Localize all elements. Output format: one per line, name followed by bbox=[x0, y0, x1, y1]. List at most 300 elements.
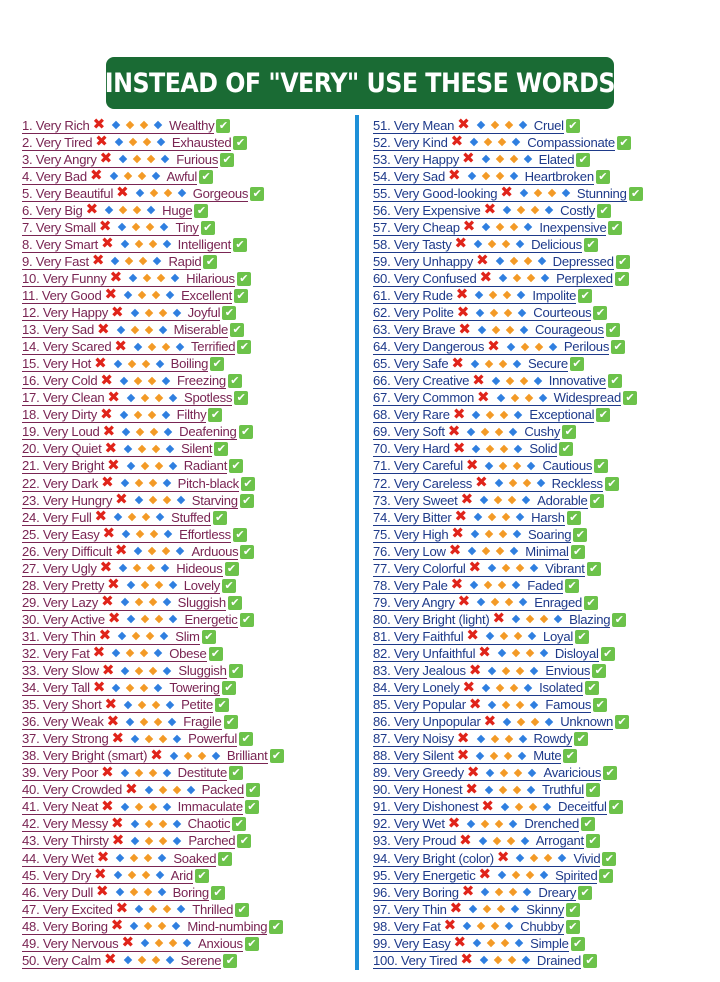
list-item bbox=[22, 645, 347, 662]
replacement-word: Courageous bbox=[534, 322, 604, 338]
replacement-word: Immaculate bbox=[177, 799, 243, 815]
diamond-icon bbox=[510, 223, 518, 231]
very-phrase: 2. Very Tired bbox=[22, 134, 93, 150]
diamond-icon bbox=[140, 683, 148, 691]
list-item bbox=[22, 287, 347, 304]
word-entry bbox=[373, 936, 569, 952]
very-phrase: 62. Very Polite bbox=[373, 305, 454, 321]
diamond-icon bbox=[155, 871, 163, 879]
replacement-word: Wealthy bbox=[169, 117, 215, 133]
diamond-icon bbox=[133, 190, 189, 196]
list-item bbox=[22, 219, 347, 236]
diamond-icon bbox=[137, 172, 145, 180]
diamond-icon bbox=[516, 666, 524, 674]
diamond-icon bbox=[127, 394, 135, 402]
word-entry bbox=[22, 765, 227, 781]
list-item bbox=[373, 731, 716, 748]
replacement-word: Courteous bbox=[533, 305, 592, 321]
check-mark-icon: ✔ bbox=[233, 136, 247, 150]
very-phrase: 31. Very Thin bbox=[22, 628, 96, 644]
diamond-icon bbox=[114, 327, 170, 333]
check-mark-icon: ✔ bbox=[586, 783, 600, 797]
diamond-icon bbox=[141, 939, 149, 947]
very-phrase: 85. Very Popular bbox=[373, 697, 466, 713]
diamond-icon bbox=[150, 428, 158, 436]
check-mark-icon: ✔ bbox=[234, 289, 248, 303]
diamond-icon bbox=[472, 445, 480, 453]
diamond-icon bbox=[496, 394, 504, 402]
word-entry bbox=[22, 237, 231, 253]
list-item bbox=[22, 697, 347, 714]
check-mark-icon: ✔ bbox=[239, 425, 253, 439]
diamond-icon bbox=[144, 325, 152, 333]
very-phrase: 25. Very Easy bbox=[22, 526, 100, 542]
diamond-icon bbox=[127, 871, 135, 879]
diamond-icon bbox=[162, 479, 170, 487]
cross-mark-icon: ✖ bbox=[100, 405, 113, 423]
diamond-icon bbox=[162, 547, 170, 555]
diamond-icon bbox=[152, 700, 160, 708]
very-phrase: 18. Very Dirty bbox=[22, 407, 98, 423]
diamond-icon bbox=[139, 257, 147, 265]
replacement-word: Mind-numbing bbox=[187, 918, 268, 934]
diamond-icon bbox=[119, 411, 127, 419]
diamond-icon bbox=[128, 838, 184, 844]
diamond-icon bbox=[162, 240, 170, 248]
diamond-icon bbox=[495, 820, 503, 828]
replacement-word: Miserable bbox=[173, 322, 229, 338]
diamond-icon bbox=[120, 376, 128, 384]
diamond-icon bbox=[118, 770, 174, 776]
diamond-icon bbox=[496, 547, 504, 555]
diamond-icon bbox=[126, 581, 134, 589]
diamond-icon bbox=[126, 717, 134, 725]
list-item bbox=[22, 611, 347, 628]
check-mark-icon: ✔ bbox=[583, 954, 597, 968]
cross-mark-icon: ✖ bbox=[106, 712, 120, 730]
diamond-icon bbox=[146, 223, 154, 231]
check-mark-icon: ✔ bbox=[225, 562, 239, 576]
list-item bbox=[22, 322, 347, 339]
check-mark-icon: ✔ bbox=[575, 630, 589, 644]
word-entry bbox=[22, 373, 226, 389]
diamond-icon bbox=[154, 462, 162, 470]
check-mark-icon: ✔ bbox=[245, 800, 259, 814]
diamond-icon bbox=[471, 530, 479, 538]
word-entry bbox=[373, 629, 573, 645]
diamond-icon bbox=[115, 888, 123, 896]
very-phrase: 43. Very Thirsty bbox=[22, 833, 109, 849]
word-entry bbox=[22, 902, 233, 918]
diamond-icon bbox=[147, 155, 155, 163]
diamond-icon bbox=[151, 956, 159, 964]
diamond-icon bbox=[513, 855, 569, 861]
diamond-icon bbox=[150, 530, 158, 538]
check-mark-icon: ✔ bbox=[230, 323, 244, 337]
diamond-icon bbox=[491, 598, 499, 606]
diamond-icon bbox=[513, 359, 521, 367]
diamond-icon bbox=[500, 769, 508, 777]
check-mark-icon: ✔ bbox=[240, 613, 254, 627]
check-mark-icon: ✔ bbox=[565, 579, 579, 593]
diamond-icon bbox=[496, 683, 504, 691]
list-item bbox=[22, 185, 347, 202]
diamond-icon bbox=[145, 734, 153, 742]
cross-mark-icon: ✖ bbox=[450, 133, 464, 151]
replacement-word: Solid bbox=[529, 441, 558, 457]
word-entry bbox=[22, 118, 214, 134]
check-mark-icon: ✔ bbox=[232, 817, 246, 831]
cross-mark-icon: ✖ bbox=[101, 593, 114, 611]
cross-mark-icon: ✖ bbox=[102, 422, 116, 440]
list-item bbox=[22, 305, 347, 322]
diamond-icon bbox=[513, 786, 521, 794]
check-mark-icon: ✔ bbox=[250, 187, 264, 201]
very-phrase: 58. Very Tasty bbox=[373, 236, 452, 252]
diamond-icon bbox=[133, 206, 141, 214]
diamond-icon bbox=[540, 871, 548, 879]
cross-mark-icon: ✖ bbox=[101, 235, 114, 253]
list-item bbox=[373, 253, 716, 270]
diamond-icon bbox=[509, 155, 517, 163]
diamond-icon bbox=[513, 274, 521, 282]
diamond-icon bbox=[491, 121, 499, 129]
replacement-word: Energetic bbox=[184, 611, 238, 627]
diamond-icon bbox=[152, 445, 160, 453]
replacement-word: Brilliant bbox=[226, 748, 268, 764]
diamond-icon bbox=[502, 700, 510, 708]
diamond-icon bbox=[148, 240, 156, 248]
replacement-word: Disloyal bbox=[554, 645, 599, 661]
diamond-icon bbox=[481, 172, 489, 180]
cross-mark-icon: ✖ bbox=[99, 150, 113, 168]
cross-mark-icon: ✖ bbox=[111, 729, 125, 747]
cross-mark-icon: ✖ bbox=[443, 917, 457, 935]
replacement-word: Cushy bbox=[524, 424, 561, 440]
list-item bbox=[22, 236, 347, 253]
list-item bbox=[373, 884, 716, 901]
diamond-icon bbox=[112, 683, 120, 691]
diamond-icon bbox=[508, 479, 516, 487]
diamond-icon bbox=[120, 598, 128, 606]
diamond-icon bbox=[522, 496, 530, 504]
list-item bbox=[22, 918, 347, 935]
word-entry bbox=[373, 851, 600, 867]
list-item bbox=[22, 373, 347, 390]
very-phrase: 72. Very Careless bbox=[373, 475, 473, 491]
very-phrase: 83. Very Jealous bbox=[373, 663, 466, 679]
very-phrase: 30. Very Active bbox=[22, 611, 105, 627]
check-mark-icon: ✔ bbox=[223, 954, 237, 968]
diamond-icon bbox=[516, 513, 524, 521]
replacement-word: Innovative bbox=[548, 373, 606, 389]
very-phrase: 42. Very Messy bbox=[22, 816, 109, 832]
diamond-icon bbox=[481, 155, 489, 163]
word-entry bbox=[22, 322, 228, 338]
diamond-icon bbox=[154, 581, 162, 589]
replacement-word: Effortless bbox=[179, 526, 231, 542]
replacement-word: Hilarious bbox=[186, 270, 235, 286]
replacement-word: Famous bbox=[545, 697, 592, 713]
replacement-word: Joyful bbox=[187, 305, 221, 321]
cross-mark-icon: ✖ bbox=[115, 491, 128, 509]
word-entry bbox=[22, 697, 213, 713]
diamond-icon bbox=[109, 122, 165, 128]
diamond-icon bbox=[484, 581, 492, 589]
diamond-icon bbox=[129, 138, 137, 146]
diamond-icon bbox=[132, 632, 140, 640]
diamond-icon bbox=[509, 820, 517, 828]
diamond-icon bbox=[470, 581, 478, 589]
diamond-icon bbox=[534, 189, 542, 197]
word-entry bbox=[373, 390, 621, 406]
cross-mark-icon: ✖ bbox=[478, 644, 491, 662]
replacement-word: Perilous bbox=[563, 339, 610, 355]
diamond-icon bbox=[500, 632, 508, 640]
replacement-word: Arrogant bbox=[535, 833, 584, 849]
diamond-icon bbox=[534, 376, 542, 384]
list-item bbox=[22, 594, 347, 611]
list-item bbox=[373, 645, 716, 662]
list-item bbox=[22, 339, 347, 356]
diamond-icon bbox=[133, 411, 141, 419]
diamond-icon bbox=[530, 700, 538, 708]
diamond-icon bbox=[124, 700, 132, 708]
replacement-word: Radiant bbox=[183, 458, 228, 474]
diamond-icon bbox=[158, 308, 166, 316]
word-entry bbox=[373, 697, 591, 713]
diamond-icon bbox=[131, 734, 139, 742]
cross-mark-icon: ✖ bbox=[477, 388, 490, 406]
diamond-icon bbox=[147, 564, 155, 572]
replacement-word: Spotless bbox=[183, 390, 233, 406]
diamond-icon bbox=[183, 939, 191, 947]
diamond-icon bbox=[142, 513, 150, 521]
diamond-icon bbox=[155, 615, 163, 623]
diamond-icon bbox=[516, 854, 524, 862]
check-mark-icon: ✔ bbox=[574, 732, 588, 746]
diamond-icon bbox=[499, 530, 507, 538]
check-mark-icon: ✔ bbox=[576, 153, 590, 167]
list-item bbox=[373, 748, 716, 765]
title-banner bbox=[106, 57, 614, 109]
replacement-word: Costly bbox=[560, 202, 596, 218]
check-mark-icon: ✔ bbox=[222, 681, 236, 695]
replacement-word: Freezing bbox=[176, 373, 226, 389]
diamond-icon bbox=[116, 565, 172, 571]
diamond-icon bbox=[508, 956, 516, 964]
diamond-icon bbox=[510, 683, 518, 691]
replacement-word: Packed bbox=[201, 782, 244, 798]
list-item bbox=[373, 560, 716, 577]
cross-mark-icon: ✖ bbox=[452, 439, 466, 457]
list-item bbox=[22, 441, 347, 458]
list-item bbox=[373, 236, 716, 253]
diamond-icon bbox=[113, 359, 121, 367]
diamond-icon bbox=[151, 172, 159, 180]
very-phrase: 93. Very Proud bbox=[373, 833, 457, 849]
very-phrase: 15. Very Hot bbox=[22, 356, 92, 372]
diamond-icon bbox=[482, 547, 490, 555]
diamond-icon bbox=[464, 429, 520, 435]
diamond-icon bbox=[167, 753, 223, 759]
very-phrase: 64. Very Dangerous bbox=[373, 339, 485, 355]
diamond-icon bbox=[490, 308, 498, 316]
diamond-icon bbox=[121, 702, 177, 708]
diamond-icon bbox=[476, 734, 484, 742]
list-item bbox=[22, 117, 347, 134]
diamond-icon bbox=[186, 786, 194, 794]
diamond-icon bbox=[116, 156, 172, 162]
check-mark-icon: ✔ bbox=[237, 272, 251, 286]
cross-mark-icon: ✖ bbox=[449, 900, 463, 918]
diamond-icon bbox=[484, 138, 492, 146]
diamond-icon bbox=[503, 291, 511, 299]
replacement-word: Serene bbox=[180, 952, 222, 968]
cross-mark-icon: ✖ bbox=[447, 167, 461, 185]
list-item bbox=[373, 339, 716, 356]
diamond-icon bbox=[510, 394, 518, 402]
replacement-word: Hideous bbox=[176, 560, 223, 576]
list-item bbox=[22, 458, 347, 475]
list-item bbox=[373, 543, 716, 560]
diamond-icon bbox=[536, 479, 544, 487]
list-item bbox=[22, 424, 347, 441]
diamond-icon bbox=[466, 906, 522, 912]
check-mark-icon: ✔ bbox=[229, 459, 243, 473]
replacement-word: Soaring bbox=[527, 526, 572, 542]
diamond-icon bbox=[477, 497, 533, 503]
diamond-icon bbox=[162, 342, 170, 350]
very-phrase: 89. Very Greedy bbox=[373, 765, 464, 781]
diamond-icon bbox=[540, 615, 548, 623]
word-entry bbox=[373, 339, 609, 355]
word-entry bbox=[373, 731, 572, 747]
word-entry bbox=[22, 407, 206, 423]
cross-mark-icon: ✖ bbox=[481, 797, 494, 815]
diamond-icon bbox=[494, 496, 502, 504]
cross-mark-icon: ✖ bbox=[483, 201, 497, 219]
diamond-icon bbox=[164, 428, 172, 436]
diamond-icon bbox=[514, 632, 522, 640]
replacement-word: Drained bbox=[536, 952, 582, 968]
replacement-word: Thrilled bbox=[192, 901, 234, 917]
word-entry bbox=[373, 203, 595, 219]
word-entry bbox=[373, 169, 594, 185]
list-item bbox=[22, 663, 347, 680]
check-mark-icon: ✔ bbox=[612, 613, 626, 627]
diamond-icon bbox=[158, 820, 166, 828]
diamond-icon bbox=[135, 666, 143, 674]
diamond-icon bbox=[144, 854, 152, 862]
very-phrase: 24. Very Full bbox=[22, 509, 92, 525]
diamond-icon bbox=[473, 753, 529, 759]
diamond-icon bbox=[496, 223, 504, 231]
cross-mark-icon: ✖ bbox=[450, 576, 464, 594]
very-phrase: 67. Very Common bbox=[373, 390, 475, 406]
diamond-icon bbox=[501, 803, 509, 811]
list-item bbox=[22, 509, 347, 526]
replacement-word: Skinny bbox=[526, 901, 565, 917]
check-mark-icon: ✔ bbox=[234, 391, 248, 405]
diamond-icon bbox=[115, 224, 171, 230]
cross-mark-icon: ✖ bbox=[487, 337, 500, 355]
check-mark-icon: ✔ bbox=[214, 442, 228, 456]
word-entry bbox=[373, 953, 581, 969]
diamond-icon bbox=[141, 394, 149, 402]
diamond-icon bbox=[518, 734, 526, 742]
diamond-icon bbox=[483, 905, 491, 913]
list-item bbox=[22, 765, 347, 782]
replacement-word: Pitch-black bbox=[177, 475, 239, 491]
check-mark-icon: ✔ bbox=[246, 783, 260, 797]
diamond-icon bbox=[471, 359, 479, 367]
replacement-word: Harsh bbox=[531, 509, 565, 525]
replacement-word: Delicious bbox=[531, 236, 582, 252]
cross-mark-icon: ✖ bbox=[468, 695, 482, 713]
diamond-icon bbox=[545, 717, 553, 725]
diamond-icon bbox=[154, 717, 162, 725]
list-item bbox=[22, 475, 347, 492]
diamond-icon bbox=[498, 138, 506, 146]
check-mark-icon: ✔ bbox=[218, 852, 232, 866]
cross-mark-icon: ✖ bbox=[104, 695, 118, 713]
word-entry bbox=[22, 356, 208, 372]
cross-mark-icon: ✖ bbox=[107, 456, 120, 474]
list-item bbox=[373, 901, 716, 918]
replacement-word: Vivid bbox=[573, 850, 601, 866]
replacement-word: Obese bbox=[169, 645, 207, 661]
list-item bbox=[22, 151, 347, 168]
diamond-icon bbox=[158, 786, 166, 794]
word-entry bbox=[373, 663, 590, 679]
diamond-icon bbox=[478, 837, 486, 845]
diamond-icon bbox=[509, 428, 517, 436]
very-phrase: 23. Very Hungry bbox=[22, 492, 113, 508]
cross-mark-icon: ✖ bbox=[451, 525, 464, 543]
diamond-icon bbox=[166, 700, 174, 708]
diamond-icon bbox=[492, 325, 500, 333]
very-phrase: 19. Very Loud bbox=[22, 424, 100, 440]
list-item bbox=[373, 270, 716, 287]
diamond-icon bbox=[120, 240, 128, 248]
cross-mark-icon: ✖ bbox=[457, 593, 471, 611]
diamond-icon bbox=[102, 207, 158, 213]
diamond-icon bbox=[108, 258, 164, 264]
diamond-icon bbox=[477, 121, 485, 129]
diamond-icon bbox=[504, 344, 560, 350]
diamond-icon bbox=[124, 616, 180, 622]
list-item bbox=[22, 134, 347, 151]
diamond-icon bbox=[166, 291, 174, 299]
diamond-icon bbox=[530, 564, 538, 572]
diamond-icon bbox=[529, 803, 537, 811]
diamond-icon bbox=[137, 956, 145, 964]
replacement-word: Cruel bbox=[533, 117, 564, 133]
diamond-icon bbox=[541, 274, 549, 282]
diamond-icon bbox=[517, 717, 525, 725]
very-phrase: 47. Very Excited bbox=[22, 901, 113, 917]
very-phrase: 94. Very Bright (color) bbox=[373, 850, 494, 866]
cross-mark-icon: ✖ bbox=[476, 252, 489, 270]
list-item bbox=[373, 202, 716, 219]
diamond-icon bbox=[140, 462, 148, 470]
check-mark-icon: ✔ bbox=[215, 698, 229, 712]
cross-mark-icon: ✖ bbox=[465, 456, 479, 474]
cross-mark-icon: ✖ bbox=[465, 780, 478, 798]
list-item bbox=[373, 168, 716, 185]
diamond-icon bbox=[144, 820, 152, 828]
